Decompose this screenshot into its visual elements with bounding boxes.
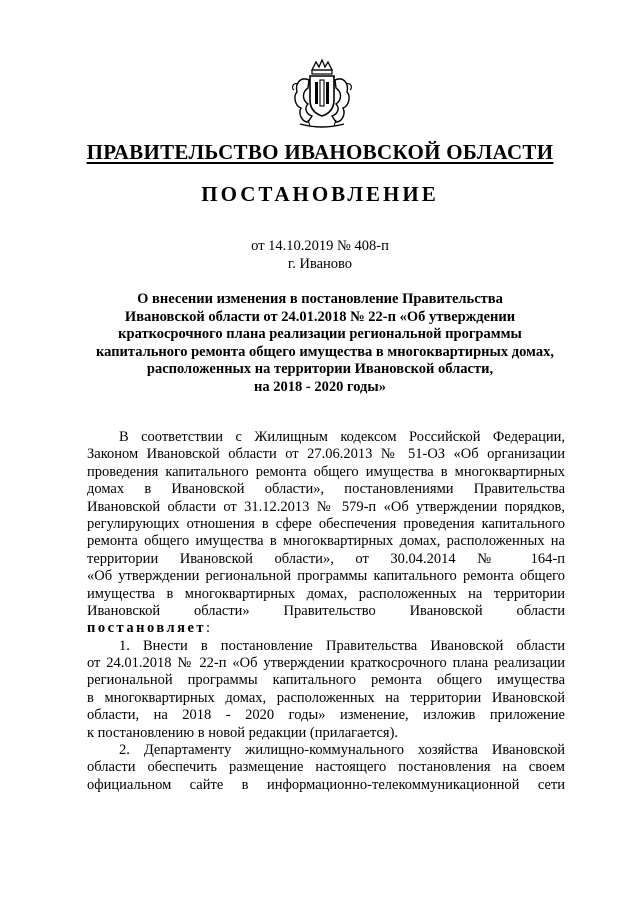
body-line: «Об утверждении региональной программы капитального ремонта общего	[87, 568, 565, 585]
body-line: в многоквартирных домах, расположенных на территории Ивановской	[87, 689, 565, 706]
body-line: проведения капитального ремонта общего имущества в многоквартирных	[87, 463, 565, 480]
body-line: 1. Внести в постановление Правительства Ивановской области	[119, 637, 565, 654]
coat-of-arms-icon	[286, 56, 358, 132]
body-line: области, на 2018 - 2020 годы» изменение, изложив приложение	[87, 707, 565, 724]
decree-word: постановляет	[87, 620, 207, 637]
body-line: территории Ивановской области», от 30.04.2014 № 164-п	[87, 550, 565, 567]
body-line: Ивановской области от 31.12.2013 № 579-п «Об утверждении порядков,	[87, 498, 565, 515]
title-line: краткосрочного плана реализации региональной программы	[118, 326, 522, 342]
body-line: Законом Ивановской области от 27.06.2013 № 51-ОЗ «Об организации	[87, 446, 565, 463]
title-line: капитального ремонта общего имущества в многоквартирных домах,	[96, 343, 554, 360]
body-line: Ивановской области» Правительство Ивановской области	[87, 602, 565, 619]
body-line: к постановлению в новой редакции (прилагается).	[87, 724, 399, 741]
body-line: региональной программы капитального ремонта общего имущества	[87, 672, 565, 689]
title-line: Ивановской области от 24.01.2018 № 22-п «Об утверждении	[124, 308, 516, 325]
body-line: домах в Ивановской области», постановлениями Правительства	[87, 481, 565, 498]
body-line: имущества в многоквартирных домах, расположенных на территории	[87, 585, 565, 602]
document-city: г. Иваново	[287, 256, 353, 272]
document-body	[87, 429, 565, 794]
body-line: ремонта общего имущества в многоквартирных домах, расположенных на	[87, 533, 565, 550]
body-line: области обеспечить размещение настоящего постановления на своем	[87, 759, 565, 776]
title-line: расположенных на территории Ивановской области,	[146, 361, 494, 377]
body-line: регулирующих отношения в сфере обеспечения проведения капитального	[87, 515, 565, 532]
body-line: от 24.01.2018 № 22-п «Об утверждении краткосрочного плана реализации	[87, 655, 565, 672]
decree-word-line	[87, 620, 565, 637]
decree-colon: :	[206, 620, 211, 637]
title-line: О внесении изменения в постановление Правительства	[137, 291, 503, 307]
title-line: на 2018 - 2020 годы»	[254, 378, 386, 395]
body-line: 2. Департаменту жилищно-коммунального хозяйства Ивановской	[119, 742, 565, 759]
document-title	[96, 291, 554, 396]
document-date-number: от 14.10.2019 № 408-п	[251, 238, 389, 254]
body-line: официальном сайте в информационно-телекоммуникационной сети	[87, 776, 565, 793]
document-type: ПОСТАНОВЛЕНИЕ	[201, 182, 439, 206]
body-line: В соответствии с Жилищным кодексом Российской Федерации,	[119, 429, 565, 445]
organization-name: ПРАВИТЕЛЬСТВО ИВАНОВСКОЙ ОБЛАСТИ	[86, 140, 554, 164]
